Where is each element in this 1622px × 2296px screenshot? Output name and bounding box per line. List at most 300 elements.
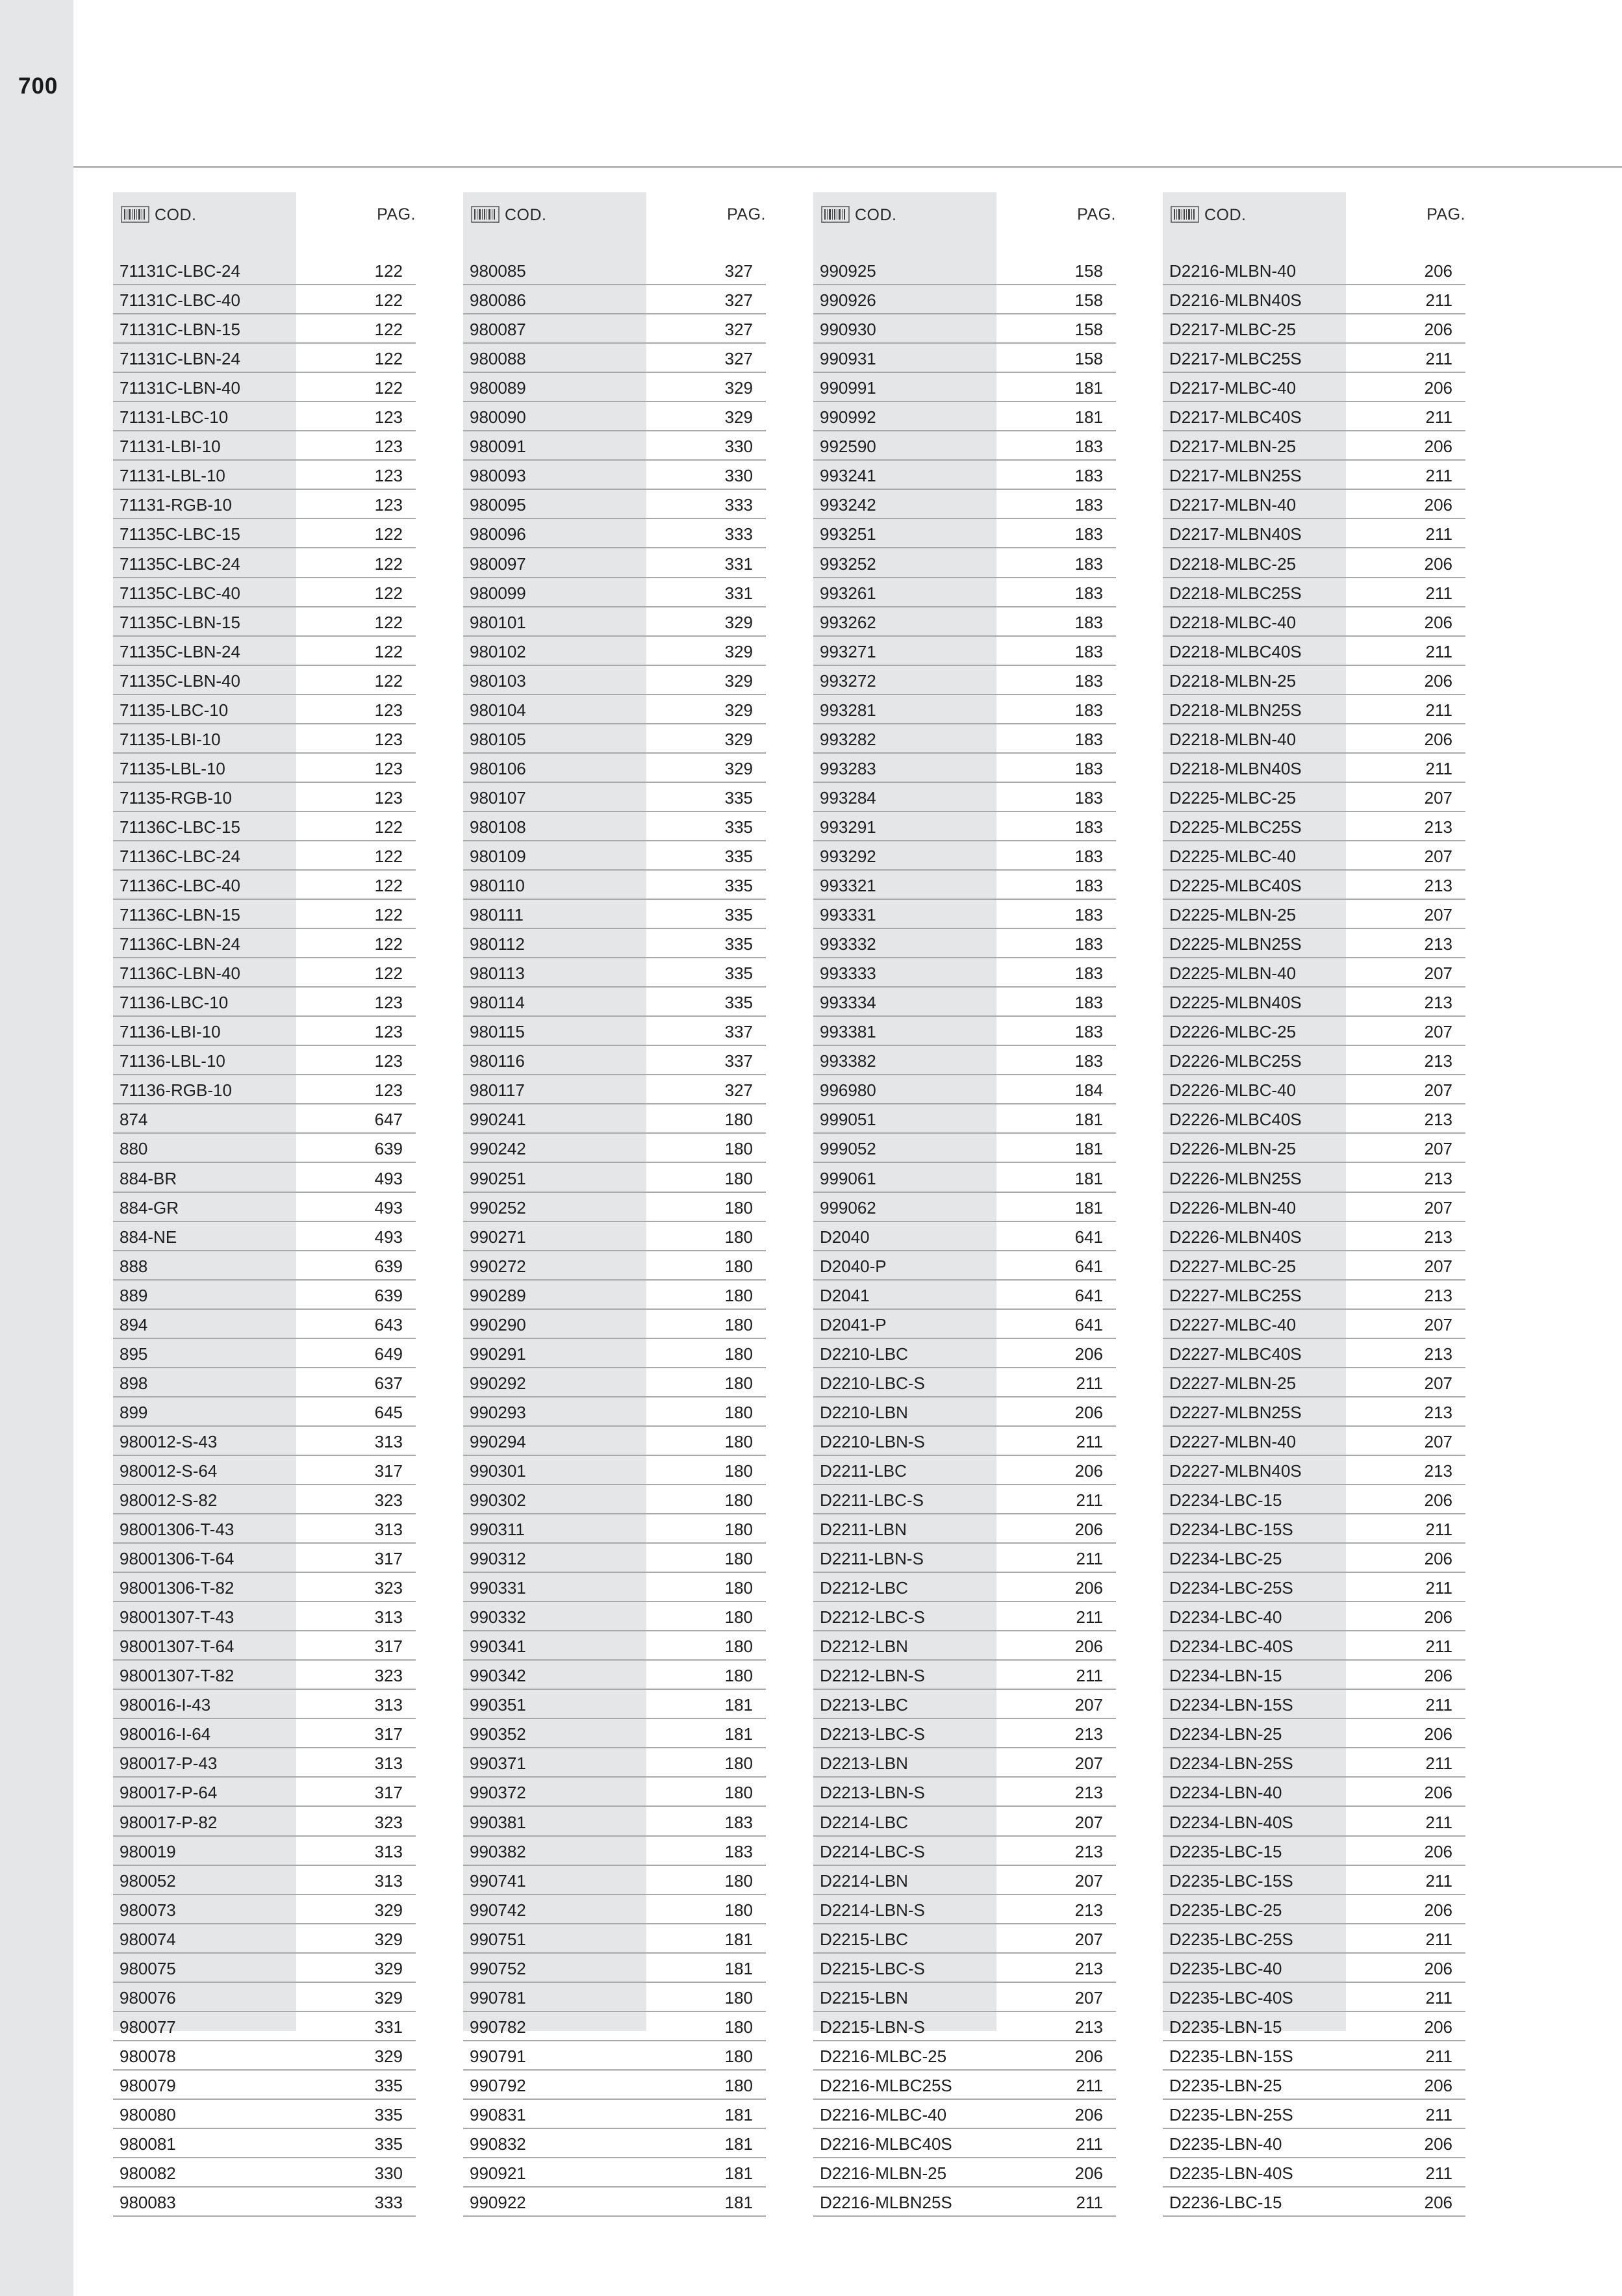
- product-code: 999052: [820, 1139, 876, 1159]
- table-row: [463, 314, 766, 344]
- table-row: [1163, 1719, 1465, 1748]
- table-row: [1163, 1134, 1465, 1163]
- page-reference: 181: [724, 2163, 753, 2184]
- table-row: [813, 314, 1116, 344]
- page-reference: 183: [1074, 700, 1103, 720]
- page-reference: 329: [724, 758, 753, 778]
- table-row: [463, 490, 766, 519]
- product-code: 980106: [470, 758, 526, 778]
- product-code: D2235-LBC-40S: [1169, 1987, 1293, 2008]
- table-row: [113, 2100, 416, 2129]
- table-row: [463, 1104, 766, 1134]
- page-reference: 181: [1074, 1110, 1103, 1130]
- code-list: [1163, 256, 1465, 2217]
- product-code: 71136-LBC-10: [120, 993, 229, 1013]
- product-code: D2217-MLBC25S: [1169, 349, 1302, 369]
- product-code: 993251: [820, 524, 876, 544]
- page-reference: 207: [1424, 787, 1452, 808]
- page-reference: 329: [724, 729, 753, 749]
- product-code: 980113: [470, 963, 525, 984]
- side-margin-band: [0, 0, 73, 2296]
- table-row: [813, 1954, 1116, 1983]
- product-code: D2040: [820, 1227, 870, 1247]
- table-row: [1163, 314, 1465, 344]
- product-code: 71135C-LBN-15: [120, 612, 240, 632]
- table-row: [1163, 1837, 1465, 1866]
- table-row: [113, 1954, 416, 1983]
- page-reference: 183: [1074, 787, 1103, 808]
- page-reference: 207: [1424, 1197, 1452, 1218]
- product-code: D2234-LBN-40: [1169, 1783, 1282, 1803]
- page-reference: 180: [724, 1754, 753, 1774]
- table-row: [813, 2071, 1116, 2100]
- page-reference: 206: [1424, 261, 1452, 281]
- product-code: D2040-P: [820, 1256, 887, 1276]
- page-reference: 180: [724, 1168, 753, 1188]
- product-code: D2227-MLBN-25: [1169, 1373, 1297, 1393]
- table-row: [1163, 1544, 1465, 1573]
- page-reference: 213: [1074, 2017, 1103, 2037]
- product-code: 980086: [470, 290, 526, 311]
- product-code: 71131-LBI-10: [120, 437, 221, 457]
- page-reference: 123: [374, 993, 403, 1013]
- product-code: D2226-MLBN-40: [1169, 1197, 1297, 1218]
- header-divider: [73, 166, 1622, 168]
- table-row: [813, 431, 1116, 461]
- table-row: [813, 256, 1116, 285]
- table-row: [463, 285, 766, 314]
- page-reference: 183: [1074, 963, 1103, 984]
- page-reference: 183: [1074, 583, 1103, 603]
- product-code: 990241: [470, 1110, 526, 1130]
- table-row: [463, 2188, 766, 2217]
- table-row: [813, 1104, 1116, 1134]
- table-row: [113, 812, 416, 841]
- page-reference: 207: [1424, 1431, 1452, 1451]
- cod-header-label: COD.: [155, 205, 197, 224]
- product-code: 71131-LBL-10: [120, 466, 225, 486]
- product-code: 980109: [470, 846, 526, 866]
- page-reference: 211: [1076, 1373, 1103, 1393]
- table-row: [813, 1310, 1116, 1339]
- product-code: 898: [120, 1373, 148, 1393]
- product-code: 980111: [470, 905, 524, 925]
- table-row: [113, 1163, 416, 1192]
- page-reference: 329: [724, 700, 753, 720]
- table-row: [1163, 1514, 1465, 1544]
- page-reference: 213: [1424, 1285, 1452, 1305]
- page-reference: 649: [374, 1344, 403, 1364]
- page-reference: 213: [1424, 1110, 1452, 1130]
- table-row: [1163, 695, 1465, 724]
- pag-header-label: PAG.: [1077, 205, 1116, 223]
- page-reference: 184: [1074, 1080, 1103, 1101]
- page-reference: 122: [374, 905, 403, 925]
- page-reference: 639: [374, 1285, 403, 1305]
- table-row: [1163, 724, 1465, 754]
- product-code: 71136-RGB-10: [120, 1080, 232, 1101]
- page-reference: 123: [374, 437, 403, 457]
- table-row: [813, 607, 1116, 637]
- product-code: D2217-MLBN25S: [1169, 466, 1302, 486]
- page-reference: 211: [1076, 2134, 1103, 2154]
- product-code: D2217-MLBN-40: [1169, 495, 1297, 515]
- table-row: [1163, 2012, 1465, 2041]
- page-reference: 335: [374, 2134, 403, 2154]
- product-code: D2214-LBN-S: [820, 1900, 925, 1920]
- table-row: [113, 1895, 416, 1924]
- product-code: D2235-LBC-25: [1169, 1900, 1282, 1920]
- page-reference: 183: [1074, 495, 1103, 515]
- product-code: D2225-MLBC-40: [1169, 846, 1297, 866]
- table-row: [113, 871, 416, 900]
- page-reference: 327: [724, 261, 753, 281]
- table-row: [813, 1866, 1116, 1895]
- page-reference: 313: [374, 1870, 403, 1891]
- page-reference: 211: [1425, 290, 1452, 311]
- table-row: [813, 1602, 1116, 1631]
- table-row: [1163, 783, 1465, 812]
- table-row: [813, 1017, 1116, 1046]
- product-code: 888: [120, 1256, 148, 1276]
- page-reference: 317: [374, 1724, 403, 1744]
- page-reference: 335: [374, 2075, 403, 2095]
- page-reference: 181: [724, 1958, 753, 1978]
- column-header: [813, 192, 1116, 256]
- page-reference: 211: [1425, 583, 1452, 603]
- page-reference: 122: [374, 641, 403, 661]
- pag-header-label: PAG.: [377, 205, 416, 223]
- table-row: [463, 812, 766, 841]
- table-row: [463, 1485, 766, 1514]
- table-row: [463, 695, 766, 724]
- product-code: 990921: [470, 2163, 526, 2184]
- page-reference: 335: [724, 846, 753, 866]
- page-reference: 183: [1074, 466, 1103, 486]
- page-reference: 213: [1424, 1051, 1452, 1071]
- table-row: [463, 1456, 766, 1485]
- page-reference: 158: [1074, 290, 1103, 311]
- table-row: [463, 1397, 766, 1427]
- table-row: [1163, 1310, 1465, 1339]
- page-reference: 183: [724, 1841, 753, 1861]
- page-reference: 183: [1074, 905, 1103, 925]
- product-code: 980091: [470, 437, 526, 457]
- product-code: 993382: [820, 1051, 876, 1071]
- page-reference: 206: [1424, 2017, 1452, 2037]
- page-reference: 180: [724, 1431, 753, 1451]
- table-row: [113, 724, 416, 754]
- table-row: [1163, 1895, 1465, 1924]
- table-row: [113, 1778, 416, 1807]
- page-reference: 181: [1074, 407, 1103, 427]
- product-code: D2234-LBC-15: [1169, 1490, 1282, 1511]
- table-row: [1163, 2071, 1465, 2100]
- table-row: [113, 2041, 416, 2071]
- product-code: 894: [120, 1314, 148, 1334]
- table-row: [113, 1339, 416, 1368]
- product-code: 980117: [470, 1080, 525, 1101]
- cod-header-label: COD.: [1204, 205, 1247, 224]
- product-code: 884-BR: [120, 1168, 177, 1188]
- product-code: 980016-I-64: [120, 1724, 211, 1744]
- table-row: [813, 1134, 1116, 1163]
- table-row: [1163, 1690, 1465, 1719]
- code-list: [813, 256, 1116, 2217]
- table-row: [1163, 2041, 1465, 2071]
- page-reference: 207: [1424, 1080, 1452, 1101]
- page-reference: 211: [1425, 407, 1452, 427]
- product-code: 980102: [470, 641, 526, 661]
- table-row: [463, 1924, 766, 1954]
- page-reference: 211: [1425, 1754, 1452, 1774]
- page-reference: 206: [1074, 1578, 1103, 1598]
- table-row: [813, 666, 1116, 695]
- page-reference: 206: [1424, 1900, 1452, 1920]
- page-reference: 335: [724, 817, 753, 837]
- product-code: 996980: [820, 1080, 876, 1101]
- page-reference: 206: [1424, 1958, 1452, 1978]
- product-code: 990342: [470, 1666, 526, 1686]
- product-code: D2218-MLBN40S: [1169, 758, 1302, 778]
- product-code: 993271: [820, 641, 876, 661]
- table-row: [463, 2129, 766, 2158]
- table-row: [463, 607, 766, 637]
- product-code: D2215-LBN-S: [820, 2017, 925, 2037]
- product-code: 98001306-T-64: [120, 1549, 234, 1569]
- page-reference: 206: [1424, 1490, 1452, 1511]
- product-code: 990301: [470, 1461, 526, 1481]
- table-row: [1163, 578, 1465, 607]
- page-reference: 493: [374, 1197, 403, 1218]
- page-reference: 213: [1424, 1227, 1452, 1247]
- table-row: [463, 1514, 766, 1544]
- page-reference: 327: [724, 1080, 753, 1101]
- product-code: 980012-S-43: [120, 1431, 218, 1451]
- table-row: [813, 1485, 1116, 1514]
- table-row: [463, 373, 766, 402]
- product-code: 980112: [470, 934, 525, 954]
- page-reference: 213: [1424, 1461, 1452, 1481]
- table-row: [113, 1046, 416, 1075]
- page-reference: 183: [724, 1812, 753, 1832]
- table-row: [813, 1690, 1116, 1719]
- page-reference: 317: [374, 1783, 403, 1803]
- page-reference: 206: [1074, 1520, 1103, 1540]
- page-reference: 206: [1424, 1549, 1452, 1569]
- page-reference: 183: [1074, 758, 1103, 778]
- table-row: [1163, 344, 1465, 373]
- product-code: 980078: [120, 2046, 176, 2066]
- page-reference: 317: [374, 1637, 403, 1657]
- product-code: 71136C-LBN-40: [120, 963, 240, 984]
- table-row: [113, 256, 416, 285]
- page-reference: 331: [724, 554, 753, 574]
- page-reference: 641: [1074, 1256, 1103, 1276]
- table-row: [813, 958, 1116, 988]
- page-reference: 180: [724, 1637, 753, 1657]
- page-reference: 180: [724, 1607, 753, 1627]
- product-code: 980074: [120, 1929, 176, 1949]
- cod-header-label: COD.: [505, 205, 547, 224]
- page-reference: 180: [724, 1461, 753, 1481]
- table-row: [113, 1222, 416, 1251]
- page-reference: 327: [724, 290, 753, 311]
- page-reference: 180: [724, 1197, 753, 1218]
- table-row: [463, 1954, 766, 1983]
- index-column-2: [463, 192, 766, 2217]
- product-code: D2235-LBC-15: [1169, 1841, 1282, 1861]
- page-reference: 183: [1074, 729, 1103, 749]
- product-code: D2216-MLBC25S: [820, 2075, 952, 2095]
- table-row: [813, 285, 1116, 314]
- page-reference: 183: [1074, 641, 1103, 661]
- table-row: [463, 1748, 766, 1778]
- table-row: [463, 724, 766, 754]
- product-code: D2226-MLBN40S: [1169, 1227, 1302, 1247]
- page-reference: 180: [724, 1285, 753, 1305]
- product-code: 990289: [470, 1285, 526, 1305]
- table-row: [813, 2188, 1116, 2217]
- product-code: 993261: [820, 583, 876, 603]
- page-reference: 180: [724, 1549, 753, 1569]
- page-reference: 207: [1424, 905, 1452, 925]
- product-code: 98001307-T-82: [120, 1666, 234, 1686]
- page-reference: 122: [374, 817, 403, 837]
- product-code: D2218-MLBN-25: [1169, 670, 1297, 691]
- table-row: [1163, 402, 1465, 431]
- product-code: D2210-LBN-S: [820, 1431, 925, 1451]
- page-reference: 206: [1074, 1344, 1103, 1364]
- page-reference: 313: [374, 1841, 403, 1861]
- page-reference: 323: [374, 1578, 403, 1598]
- page-reference: 122: [374, 934, 403, 954]
- product-code: D2235-LBN-15: [1169, 2017, 1282, 2037]
- page-reference: 180: [724, 1402, 753, 1422]
- table-row: [1163, 666, 1465, 695]
- table-row: [813, 2158, 1116, 2188]
- table-row: [813, 1075, 1116, 1104]
- barcode-icon: [1171, 205, 1199, 225]
- table-row: [1163, 431, 1465, 461]
- page-reference: 122: [374, 876, 403, 896]
- page-reference: 180: [724, 1490, 753, 1511]
- product-code: D2234-LBC-25S: [1169, 1578, 1293, 1598]
- page-reference: 158: [1074, 320, 1103, 340]
- product-code: 980016-I-43: [120, 1695, 211, 1715]
- page-reference: 122: [374, 583, 403, 603]
- product-code: D2216-MLBC-40: [820, 2105, 947, 2124]
- table-row: [113, 607, 416, 637]
- product-code: 990331: [470, 1578, 526, 1598]
- table-row: [463, 900, 766, 929]
- product-code: 993281: [820, 700, 876, 720]
- table-row: [813, 724, 1116, 754]
- page-reference: 323: [374, 1666, 403, 1686]
- page-reference: 183: [1074, 846, 1103, 866]
- page-reference: 211: [1425, 2163, 1452, 2184]
- table-row: [1163, 1427, 1465, 1456]
- product-code: 990341: [470, 1637, 526, 1657]
- product-code: D2212-LBC: [820, 1578, 908, 1598]
- product-code: 71135C-LBN-24: [120, 641, 240, 661]
- page-reference: 206: [1424, 554, 1452, 574]
- code-list: [113, 256, 416, 2217]
- page-reference: 123: [374, 1051, 403, 1071]
- product-code: 993252: [820, 554, 876, 574]
- table-row: [1163, 1778, 1465, 1807]
- page-reference: 213: [1424, 1344, 1452, 1364]
- product-code: 980103: [470, 670, 526, 691]
- page-reference: 206: [1424, 378, 1452, 398]
- table-row: [463, 1046, 766, 1075]
- product-code: 980116: [470, 1051, 525, 1071]
- product-code: 990311: [470, 1520, 525, 1540]
- product-code: 990251: [470, 1168, 526, 1188]
- table-row: [113, 490, 416, 519]
- table-row: [1163, 1251, 1465, 1281]
- table-row: [813, 2012, 1116, 2041]
- page-number: 700: [18, 73, 58, 99]
- product-code: 980012-S-64: [120, 1461, 218, 1481]
- page-reference: 211: [1076, 1666, 1103, 1686]
- product-code: 980114: [470, 993, 525, 1013]
- page-reference: 330: [724, 437, 753, 457]
- page-reference: 180: [724, 1227, 753, 1247]
- table-row: [1163, 988, 1465, 1017]
- product-code: D2216-MLBN-40: [1169, 261, 1297, 281]
- page-reference: 207: [1424, 1373, 1452, 1393]
- product-code: 71136-LBI-10: [120, 1022, 221, 1042]
- page-reference: 211: [1076, 1490, 1103, 1511]
- product-code: 990294: [470, 1431, 526, 1451]
- table-row: [463, 1075, 766, 1104]
- product-code: 990992: [820, 407, 876, 427]
- product-code: 990291: [470, 1344, 526, 1364]
- page-reference: 211: [1425, 1578, 1452, 1598]
- table-row: [113, 373, 416, 402]
- page-reference: 211: [1425, 641, 1452, 661]
- page-reference: 183: [1074, 1051, 1103, 1071]
- product-code: D2235-LBC-25S: [1169, 1929, 1293, 1949]
- page-reference: 329: [724, 670, 753, 691]
- table-row: [1163, 1222, 1465, 1251]
- product-code: 71131C-LBN-15: [120, 320, 240, 340]
- table-row: [813, 1368, 1116, 1397]
- page-reference: 327: [724, 320, 753, 340]
- product-code: 993334: [820, 993, 876, 1013]
- product-code: D2211-LBN: [820, 1520, 907, 1540]
- page-reference: 211: [1425, 2046, 1452, 2066]
- product-code: 71131C-LBN-24: [120, 349, 240, 369]
- table-row: [113, 1485, 416, 1514]
- table-row: [813, 373, 1116, 402]
- table-row: [1163, 1397, 1465, 1427]
- page-reference: 181: [724, 1929, 753, 1949]
- page-reference: 183: [1074, 554, 1103, 574]
- product-code: D2213-LBN-S: [820, 1783, 925, 1803]
- page-reference: 181: [1074, 1139, 1103, 1159]
- table-row: [813, 461, 1116, 490]
- table-row: [813, 1193, 1116, 1222]
- product-code: D2225-MLBN-25: [1169, 905, 1297, 925]
- page-reference: 313: [374, 1431, 403, 1451]
- table-row: [1163, 812, 1465, 841]
- table-row: [1163, 1602, 1465, 1631]
- page-reference: 335: [724, 934, 753, 954]
- page-reference: 211: [1076, 2075, 1103, 2095]
- cod-header: [1171, 205, 1247, 225]
